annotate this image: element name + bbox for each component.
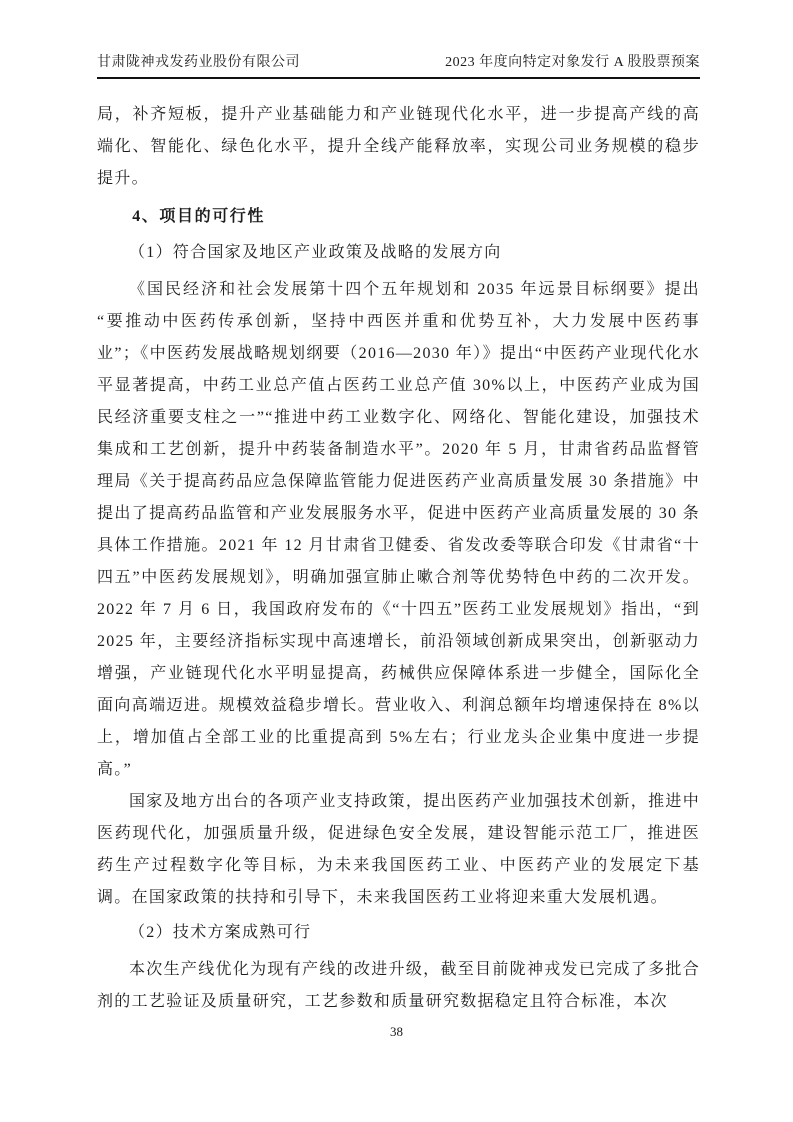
paragraph-continued: 局，补齐短板，提升产业基础能力和产业链现代化水平，进一步提高产线的高端化、智能化、绿色化水平，提升全线产能释放率，实现公司业务规模的稳步提升。 (97, 106, 700, 187)
page-header (97, 54, 700, 79)
header-doc-title: 2023 年度向特定对象发行 A 股股票预案 (445, 55, 700, 70)
header-company-name: 甘肃陇神戎发药业股份有限公司 (97, 55, 300, 70)
subheading-policy-direction: （1）符合国家及地区产业政策及战略的发展方向 (129, 244, 502, 261)
document-body (97, 99, 700, 1018)
paragraph-policy-details: 《国民经济和社会发展第十四个五年规划和 2035 年远景目标纲要》提出“要推动中医药传承创新，坚持中西医并重和优势互补，大力发展中医药事业”；《中医药发展战略规划纲要（2016—2030 年）》提出“中医药产业现代化水平显著提高，中药工业总产值占医药工业总产值 30%以上，中医药产业成为国民经济重要支柱之一”“推进中药工业数字化、网络化、智能化建设，加强技术集成和工艺创新，提升中药装备制造水平”。2020 年 5 月，甘肃省药品监督管理局《关于提高药品应急保障监管能力促进医药产业高质量发展 30 条措施》中提出了提高药品监管和产业发展服务水平，促进中医药产业高质量发展的 30 条具体工作措施。2021 年 12 月甘肃省卫健委、省发改委等联合印发《甘肃省“十四五”中医药发展规划》，明确加强宣肺止嗽合剂等优势特色中药的二次开发。2022 年 7 月 6 日，我国政府发布的《“十四五”医药工业发展规划》指出，“到 2025 年，主要经济指标实现中高速增长，前沿领域创新成果突出，创新驱动力增强，产业链现代化水平明显提高，药械供应保障体系进一步健全，国际化全面向高端迈进。规模效益稳步增长。营业收入、利润总额年均增速保持在 8%以上，增加值占全部工业的比重提高到 5%左右；行业龙头企业集中度进一步提高。” (97, 281, 700, 778)
page-number: 38 (390, 1024, 403, 1039)
page-footer (0, 1022, 793, 1042)
section-heading-feasibility: 4、项目的可行性 (132, 208, 265, 225)
paragraph-technical-details: 本次生产线优化为现有产线的改进升级，截至目前陇神戎发已完成了多批合剂的工艺验证及质量研究，工艺参数和质量研究数据稳定且符合标准，本次 (97, 961, 700, 1010)
paragraph-policy-summary: 国家及地方出台的各项产业支持政策，提出医药产业加强技术创新，推进中医药现代化，加强质量升级，促进绿色安全发展，建设智能示范工厂，推进医药生产过程数字化等目标，为未来我国医药工业、中医药产业的发展定下基调。在国家政策的扶持和引导下，未来我国医药工业将迎来重大发展机遇。 (97, 793, 700, 906)
subheading-technical-scheme: （2）技术方案成熟可行 (129, 924, 312, 941)
